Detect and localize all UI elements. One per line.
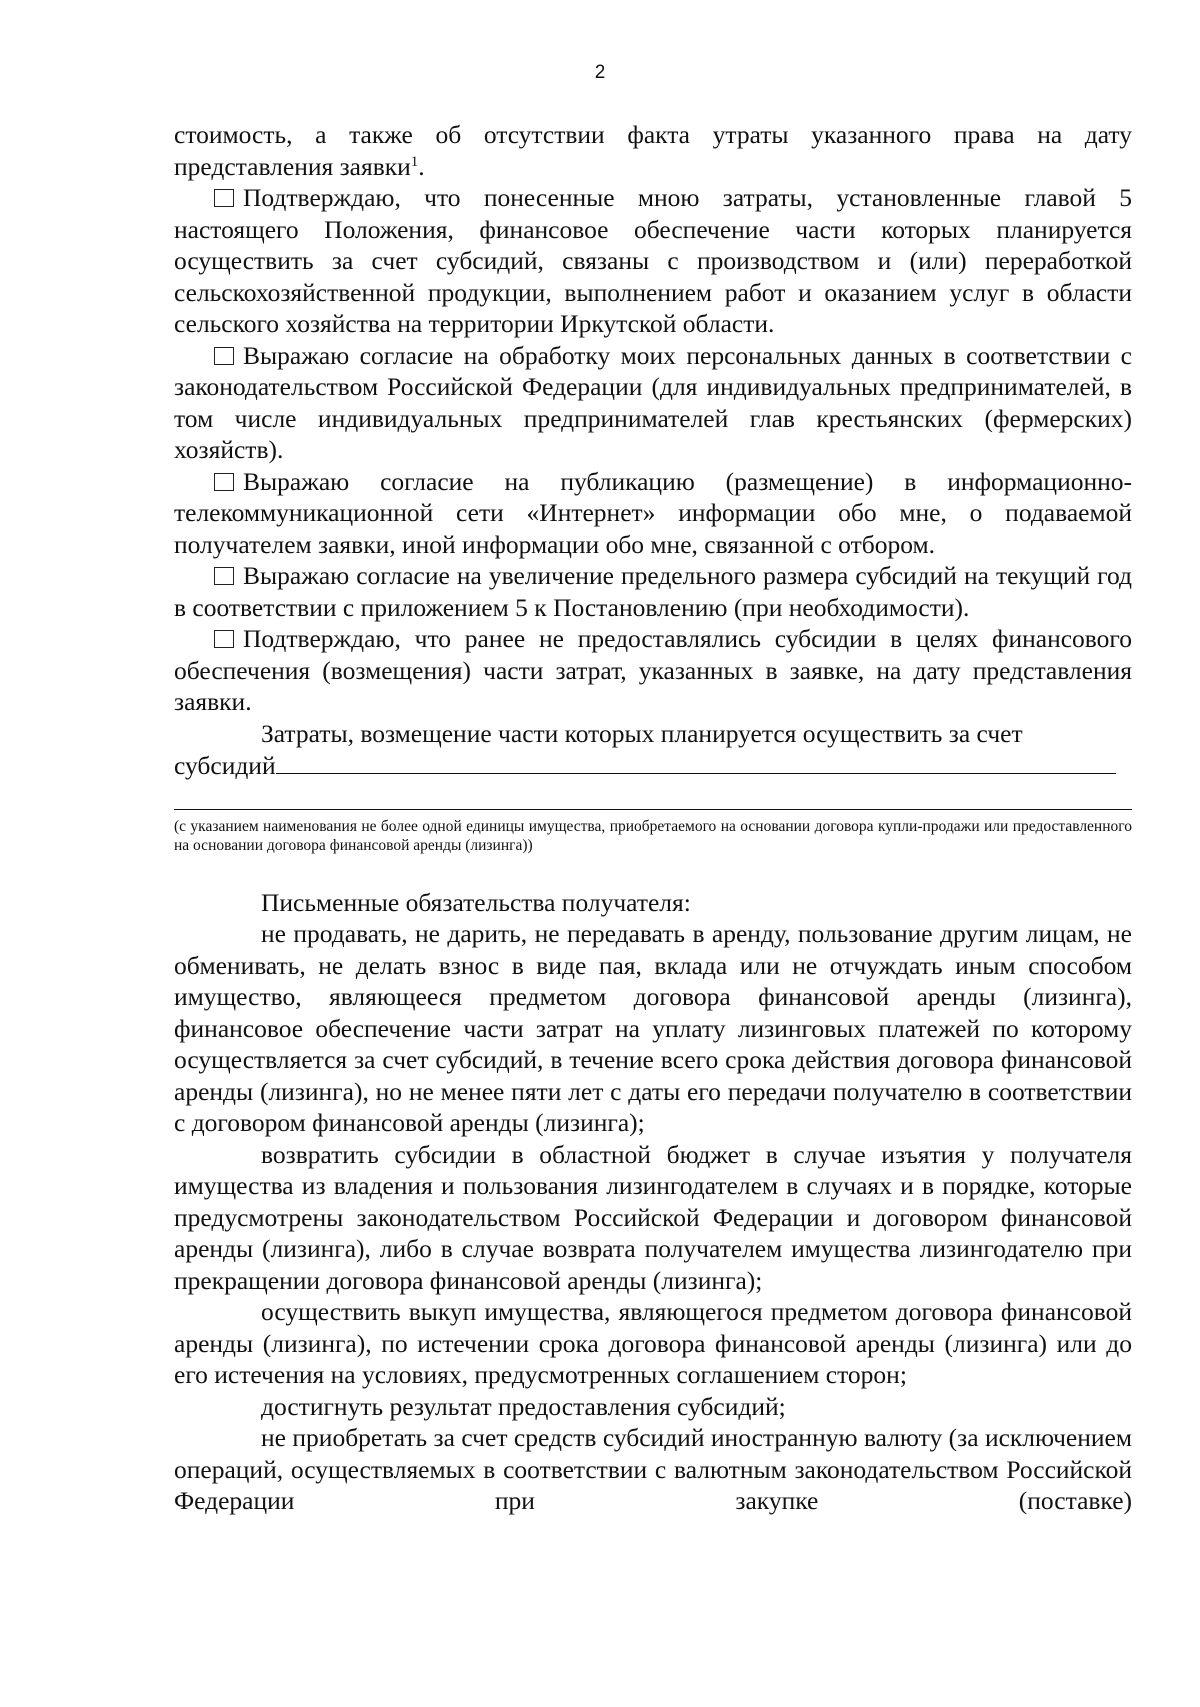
costs-second-line[interactable]	[174, 809, 1132, 810]
obligation-item: достигнуть результат предоставления субсидий;	[261, 1391, 786, 1421]
paragraph-end: .	[418, 151, 425, 181]
costs-intro: Затраты, возмещение части которых планируется осуществить за счет	[261, 718, 1023, 748]
obligation-item: не продавать, не дарить, не передавать в аренду, пользование другим лицам, не обменивать, не делать взнос в виде пая, вклада или не отчуждать иным способом имущество, являющееся предметом договора финансовой аренды (лизинга), финансовое обеспечение части затрат на уплату лизинговых платежей по которому осуществляется за счет субсидий, в течение всего срока действия договора финансовой аренды (лизинга), но не менее пяти лет с даты его передачи получателю в соответствии с договором финансовой аренды (лизинга);	[174, 919, 1132, 1137]
document-body	[174, 119, 1132, 1517]
checkbox-no-previous-subsidies[interactable]	[214, 630, 234, 648]
obligation-item: не приобретать за счет средств субсидий иностранную валюту (за исключением операций, осуществляемых в соответствии с валютным законодательством Российской Федерации при закупке (поставке)	[174, 1423, 1132, 1515]
costs-label: субсидий	[174, 751, 276, 780]
checkbox-costs[interactable]	[214, 189, 234, 207]
footnote-marker: 1	[410, 153, 419, 170]
costs-input-line[interactable]	[276, 749, 1116, 774]
costs-field-row	[174, 749, 1132, 782]
consent-item-subsidy-increase	[174, 560, 1132, 623]
consent-text: Выражаю согласие на увеличение предельного размера субсидий на текущий год в соответствии с приложением 5 к Постановлению (при необходимости).	[174, 561, 1132, 622]
costs-note: (с указанием наименования не более одной единицы имущества, приобретаемого на основании договора купли-продажи или предоставленного на основании договора финансовой аренды (лизинга))	[174, 817, 1132, 854]
confirmation-text: Подтверждаю, что понесенные мною затраты, установленные главой 5 настоящего Положения, финансовое обеспечение части которых планируется осуществить за счет субсидий, связаны с производством и (или) переработкой сельскохозяйственной продукции, выполнением работ и оказанием услуг в области сельского хозяйства на территории Иркутской области.	[174, 183, 1132, 338]
page-number: 2	[594, 62, 606, 83]
confirmation-text: Подтверждаю, что ранее не предоставлялись субсидии в целях финансового обеспечения (возмещения) части затрат, указанных в заявке, на дату представления заявки.	[174, 624, 1132, 716]
obligations-heading: Письменные обязательства получателя:	[261, 887, 691, 917]
consent-text: Выражаю согласие на обработку моих персональных данных в соответствии с законодательством Российской Федерации (для индивидуальных предпринимателей, в том числе индивидуальных предпринимателей глав крестьянских (фермерских) хозяйств).	[174, 340, 1132, 464]
paragraph-text: стоимость, а также об отсутствии факта утраты указанного права на дату представления заявки	[174, 120, 1132, 181]
consent-item-publication	[174, 466, 1132, 561]
obligation-item: возвратить субсидии в областной бюджет в случае изъятия у получателя имущества из владения и пользования лизингодателем в случаях и в порядке, которые предусмотрены законодательством Российской Федерации и договором финансовой аренды (лизинга), либо в случае возврата получателем имущества лизингодателю при прекращении договора финансовой аренды (лизинга);	[174, 1139, 1132, 1295]
confirmation-item-no-previous-subsidies	[174, 623, 1132, 718]
paragraph-continuation	[174, 119, 1132, 182]
checkbox-publication[interactable]	[214, 473, 234, 491]
consent-item-personal-data	[174, 340, 1132, 466]
consent-text: Выражаю согласие на публикацию (размещение) в информационно-телекоммуникационной сети «Интернет» информации обо мне, о подаваемой получателем заявки, иной информации обо мне, связанной с отбором.	[174, 466, 1132, 559]
confirmation-item-costs	[174, 182, 1132, 340]
obligation-item: осуществить выкуп имущества, являющегося предметом договора финансовой аренды (лизинга), по истечении срока договора финансовой аренды (лизинга) или до его истечения на условиях, предусмотренных соглашением сторон;	[174, 1297, 1132, 1389]
checkbox-personal-data[interactable]	[214, 347, 234, 365]
checkbox-subsidy-increase[interactable]	[214, 567, 234, 585]
